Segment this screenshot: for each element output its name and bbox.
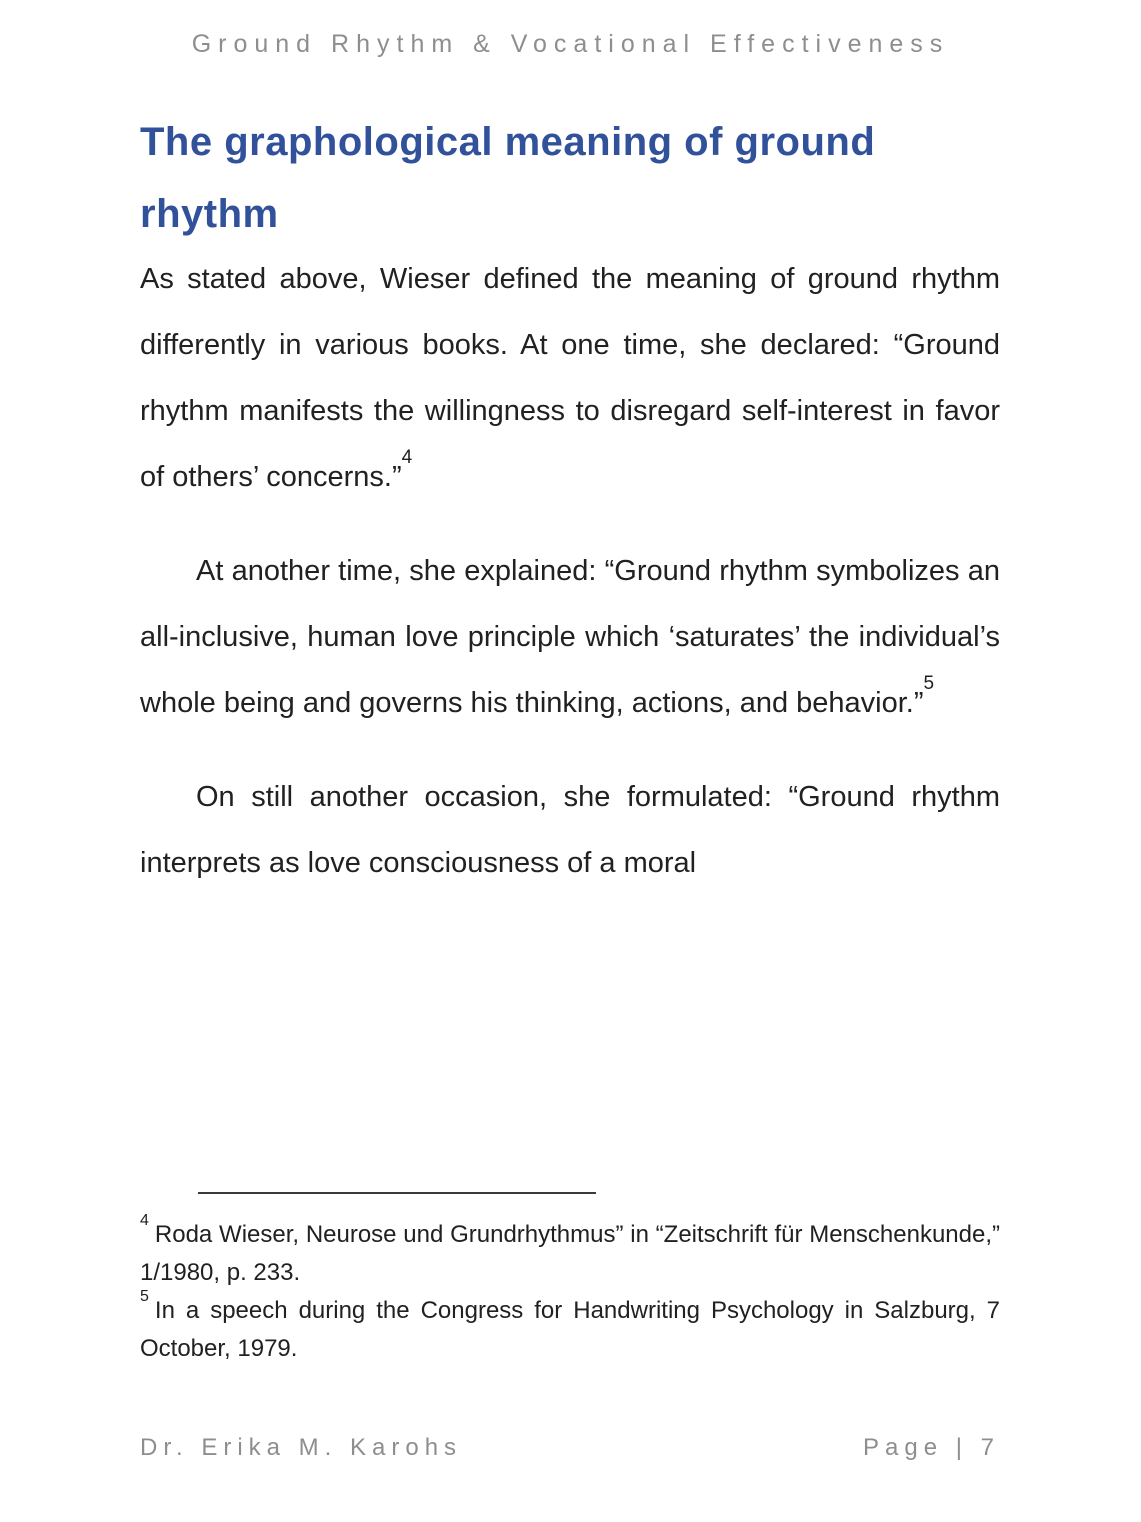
- footnote-text: Roda Wieser, Neurose und Grundrhythmus” in “Zeitschrift für Menschenkunde,” 1/1980, p. 233.: [140, 1221, 1000, 1286]
- footnote-number: 4: [140, 1212, 149, 1229]
- paragraph-text: At another time, she explained: “Ground rhythm symbolizes an all-inclusive, human love principle which ‘saturates’ the individual’s whole being and governs his thinking, actions, and behavior.”: [140, 555, 1000, 719]
- paragraph: [140, 246, 1000, 510]
- footnotes-list: [140, 1212, 1000, 1368]
- paragraph: [140, 538, 1000, 736]
- footnote-text: In a speech during the Congress for Handwriting Psychology in Salzburg, 7 October, 1979.: [140, 1297, 1000, 1362]
- page-footer: [140, 1434, 1000, 1462]
- paragraph-text: On still another occasion, she formulated: “Ground rhythm interprets as love consciousness of a moral: [140, 781, 1000, 879]
- paragraph-text: As stated above, Wieser defined the meaning of ground rhythm differently in various books. At one time, she declared: “Ground rhythm manifests the willingness to disregard self-interest in favor of others’ concerns.”: [140, 263, 1000, 493]
- footnote-section: [140, 1192, 1000, 1368]
- footnote-reference: 5: [923, 673, 935, 695]
- footer-page-number: Page | 7: [863, 1434, 1000, 1461]
- body-text: [140, 246, 1000, 924]
- page-title: The graphological meaning of ground rhythm: [140, 120, 876, 236]
- footnote-number: 5: [140, 1288, 149, 1305]
- footnote: [140, 1288, 1000, 1368]
- footnote-separator: [198, 1192, 596, 1194]
- running-header: Ground Rhythm & Vocational Effectiveness: [191, 30, 950, 58]
- paragraph: [140, 764, 1000, 896]
- footer-author: Dr. Erika M. Karohs: [140, 1434, 463, 1461]
- footnote: [140, 1212, 1000, 1292]
- footnote-reference: 4: [401, 447, 413, 469]
